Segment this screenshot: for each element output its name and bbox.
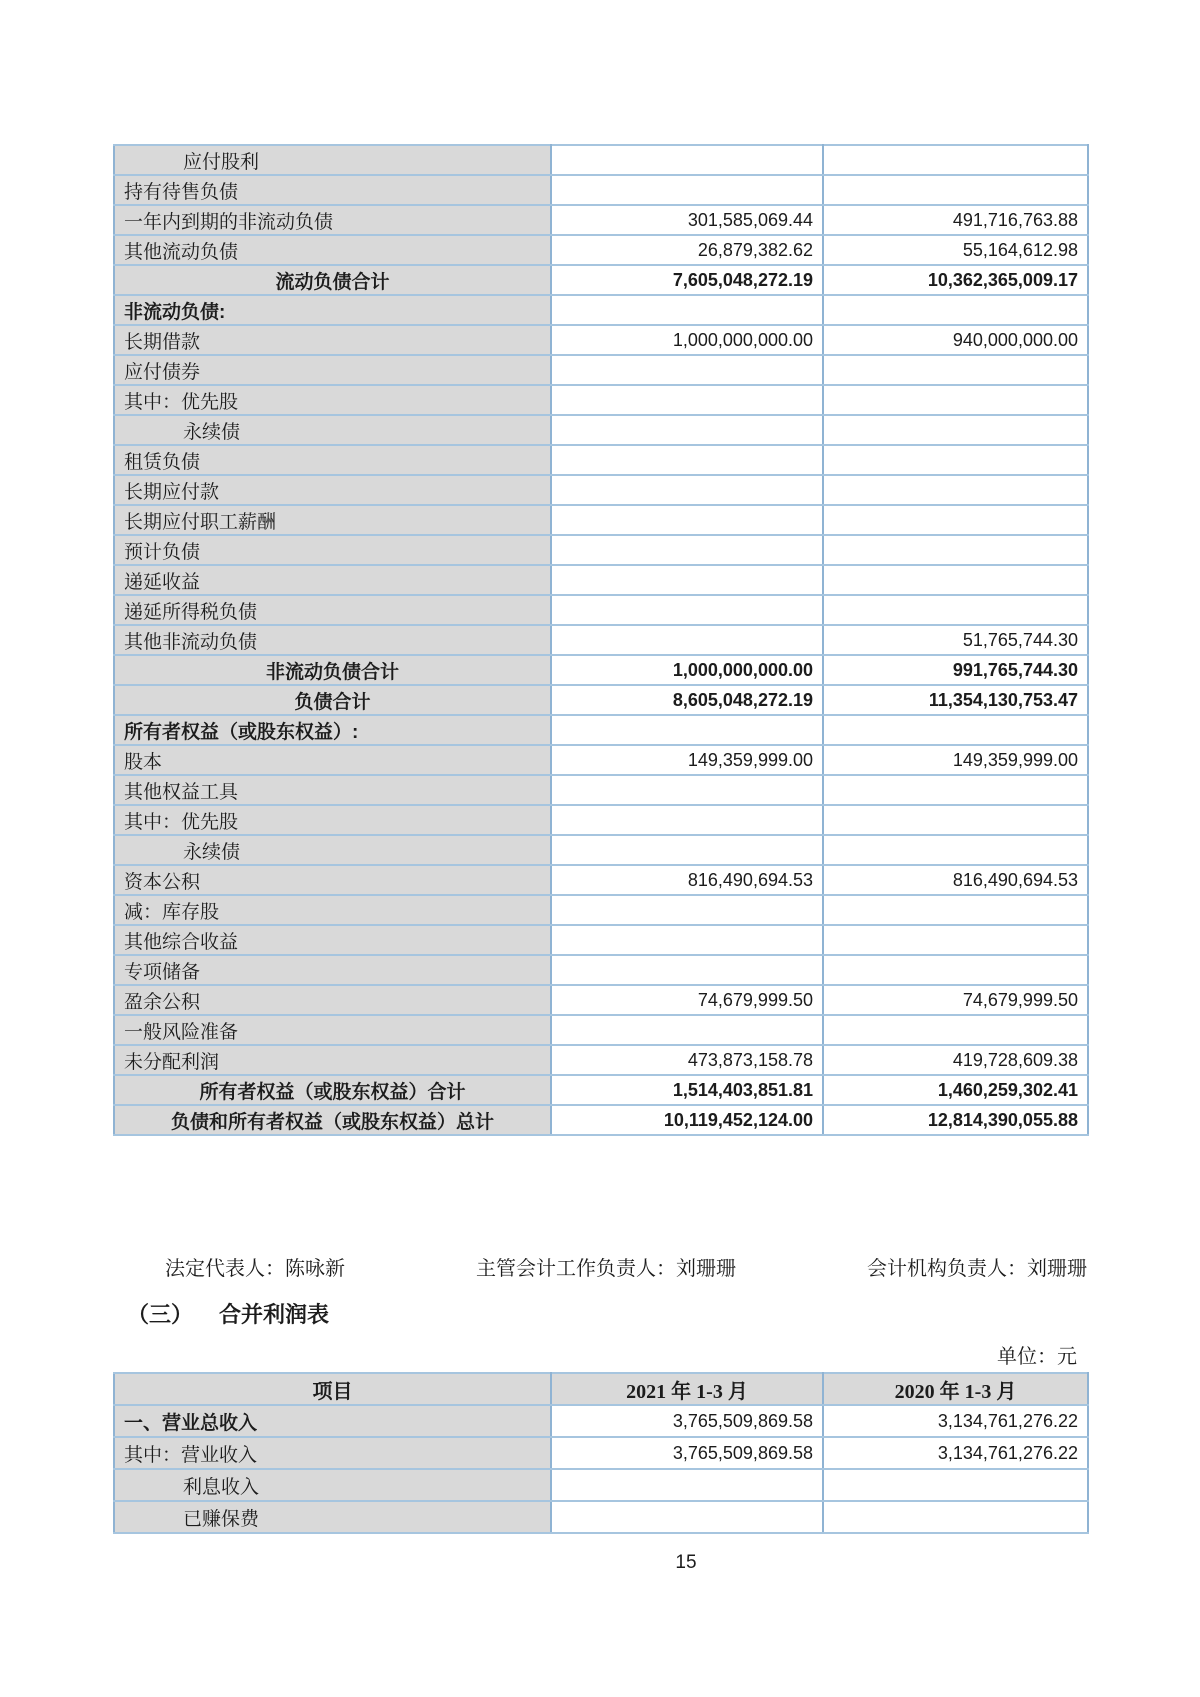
row-label: 长期应付款	[114, 475, 551, 505]
row-value	[551, 925, 823, 955]
table-row	[114, 1469, 1088, 1501]
row-value: 26,879,382.62	[551, 235, 823, 265]
row-value	[823, 445, 1088, 475]
balance-sheet-table	[113, 144, 1089, 1136]
row-value: 55,164,612.98	[823, 235, 1088, 265]
row-value	[551, 595, 823, 625]
table-row	[114, 1045, 1088, 1075]
row-value	[551, 625, 823, 655]
table-row	[114, 265, 1088, 295]
row-label: 资本公积	[114, 865, 551, 895]
table-row	[114, 745, 1088, 775]
column-header: 2021 年 1-3 月	[551, 1373, 823, 1405]
table-row	[114, 1405, 1088, 1437]
row-label: 其他权益工具	[114, 775, 551, 805]
page-number: 15	[675, 1552, 697, 1573]
row-value	[823, 535, 1088, 565]
signature-line	[113, 1252, 1087, 1281]
row-label: 盈余公积	[114, 985, 551, 1015]
row-label: 流动负债合计	[114, 265, 551, 295]
table-row	[114, 1501, 1088, 1533]
table-row	[114, 385, 1088, 415]
row-label: 其他流动负债	[114, 235, 551, 265]
unit-label: 单位：元	[997, 1346, 1077, 1368]
row-value: 1,460,259,302.41	[823, 1075, 1088, 1105]
table-row	[114, 535, 1088, 565]
table-row	[114, 715, 1088, 745]
table-row	[114, 955, 1088, 985]
table-row	[114, 895, 1088, 925]
row-value	[551, 145, 823, 175]
accounting-dept-head-label: 会计机构负责人：刘珊珊	[867, 1258, 1087, 1280]
table-row	[114, 1015, 1088, 1045]
section-heading	[127, 1298, 329, 1329]
row-value	[823, 505, 1088, 535]
row-label: 其中：优先股	[114, 385, 551, 415]
row-value	[551, 475, 823, 505]
row-value	[551, 955, 823, 985]
table-row	[114, 865, 1088, 895]
row-label: 递延收益	[114, 565, 551, 595]
row-value: 7,605,048,272.19	[551, 265, 823, 295]
row-label: 所有者权益（或股东权益）合计	[114, 1075, 551, 1105]
balance-sheet-body	[114, 145, 1088, 1135]
chief-accountant-label: 主管会计工作负责人：刘珊珊	[476, 1258, 736, 1280]
row-label: 已赚保费	[114, 1501, 551, 1533]
row-label: 租赁负债	[114, 445, 551, 475]
row-value	[823, 595, 1088, 625]
row-label: 预计负债	[114, 535, 551, 565]
section-index: （三）	[127, 1302, 194, 1327]
row-value: 301,585,069.44	[551, 205, 823, 235]
table-row	[114, 595, 1088, 625]
row-value	[823, 925, 1088, 955]
row-value	[823, 145, 1088, 175]
row-value: 10,362,365,009.17	[823, 265, 1088, 295]
column-header: 项目	[114, 1373, 551, 1405]
table-row	[114, 985, 1088, 1015]
row-value	[551, 835, 823, 865]
row-value	[551, 1015, 823, 1045]
row-value	[823, 1469, 1088, 1501]
row-label: 减：库存股	[114, 895, 551, 925]
row-value	[823, 715, 1088, 745]
row-label: 永续债	[114, 415, 551, 445]
row-value: 473,873,158.78	[551, 1045, 823, 1075]
row-value: 3,134,761,276.22	[823, 1437, 1088, 1469]
row-value	[551, 805, 823, 835]
table-row	[114, 235, 1088, 265]
row-value: 12,814,390,055.88	[823, 1105, 1088, 1135]
row-label: 一年内到期的非流动负债	[114, 205, 551, 235]
table-row	[114, 325, 1088, 355]
row-label: 负债和所有者权益（或股东权益）总计	[114, 1105, 551, 1135]
row-label: 股本	[114, 745, 551, 775]
row-value: 74,679,999.50	[823, 985, 1088, 1015]
table-row	[114, 205, 1088, 235]
row-label: 递延所得税负债	[114, 595, 551, 625]
row-value	[823, 955, 1088, 985]
row-label: 持有待售负债	[114, 175, 551, 205]
row-value	[823, 175, 1088, 205]
row-label: 其他综合收益	[114, 925, 551, 955]
row-value	[551, 565, 823, 595]
row-value: 816,490,694.53	[823, 865, 1088, 895]
income-statement-table	[113, 1372, 1089, 1534]
row-value	[823, 1015, 1088, 1045]
row-value	[823, 805, 1088, 835]
section-title: 合并利润表	[219, 1302, 330, 1327]
row-value: 11,354,130,753.47	[823, 685, 1088, 715]
row-label: 一般风险准备	[114, 1015, 551, 1045]
table-row	[114, 835, 1088, 865]
legal-representative-label: 法定代表人：陈咏新	[165, 1258, 345, 1280]
row-value	[551, 535, 823, 565]
row-label: 应付股利	[114, 145, 551, 175]
header-row	[114, 1373, 1088, 1405]
row-value: 1,514,403,851.81	[551, 1075, 823, 1105]
row-value: 149,359,999.00	[551, 745, 823, 775]
row-label: 长期借款	[114, 325, 551, 355]
row-value: 3,765,509,869.58	[551, 1405, 823, 1437]
row-value	[823, 295, 1088, 325]
row-value: 816,490,694.53	[551, 865, 823, 895]
row-value	[551, 175, 823, 205]
row-label: 一、营业总收入	[114, 1405, 551, 1437]
row-value	[551, 895, 823, 925]
row-value	[823, 385, 1088, 415]
table-row	[114, 145, 1088, 175]
row-value: 51,765,744.30	[823, 625, 1088, 655]
row-value: 74,679,999.50	[551, 985, 823, 1015]
table-row	[114, 445, 1088, 475]
table-row	[114, 1437, 1088, 1469]
row-value	[823, 895, 1088, 925]
table-row	[114, 1105, 1088, 1135]
row-value: 8,605,048,272.19	[551, 685, 823, 715]
row-value	[551, 1501, 823, 1533]
table-row	[114, 685, 1088, 715]
row-value	[823, 565, 1088, 595]
row-value: 419,728,609.38	[823, 1045, 1088, 1075]
table-row	[114, 1075, 1088, 1105]
row-value	[823, 475, 1088, 505]
row-value	[823, 775, 1088, 805]
row-value: 10,119,452,124.00	[551, 1105, 823, 1135]
row-value	[823, 415, 1088, 445]
row-value: 1,000,000,000.00	[551, 325, 823, 355]
row-value	[823, 355, 1088, 385]
table-row	[114, 775, 1088, 805]
row-value	[551, 355, 823, 385]
row-value: 1,000,000,000.00	[551, 655, 823, 685]
table-row	[114, 505, 1088, 535]
row-value	[551, 715, 823, 745]
income-statement-header	[114, 1373, 1088, 1405]
row-label: 其他非流动负债	[114, 625, 551, 655]
row-label: 永续债	[114, 835, 551, 865]
row-value	[551, 775, 823, 805]
row-label: 应付债券	[114, 355, 551, 385]
row-label: 未分配利润	[114, 1045, 551, 1075]
table-row	[114, 355, 1088, 385]
row-label: 长期应付职工薪酬	[114, 505, 551, 535]
table-row	[114, 295, 1088, 325]
table-row	[114, 655, 1088, 685]
table-row	[114, 565, 1088, 595]
row-label: 其中：营业收入	[114, 1437, 551, 1469]
row-value: 3,765,509,869.58	[551, 1437, 823, 1469]
row-value	[823, 1501, 1088, 1533]
row-label: 专项储备	[114, 955, 551, 985]
row-value	[551, 415, 823, 445]
row-value	[823, 835, 1088, 865]
row-value	[551, 295, 823, 325]
row-value: 991,765,744.30	[823, 655, 1088, 685]
row-value: 940,000,000.00	[823, 325, 1088, 355]
row-label: 所有者权益（或股东权益）:	[114, 715, 551, 745]
row-value	[551, 505, 823, 535]
row-label: 负债合计	[114, 685, 551, 715]
income-statement-body	[114, 1405, 1088, 1533]
column-header: 2020 年 1-3 月	[823, 1373, 1088, 1405]
row-value	[551, 385, 823, 415]
table-row	[114, 415, 1088, 445]
row-value	[551, 445, 823, 475]
table-row	[114, 805, 1088, 835]
table-row	[114, 175, 1088, 205]
table-row	[114, 475, 1088, 505]
row-value	[551, 1469, 823, 1501]
row-value: 491,716,763.88	[823, 205, 1088, 235]
row-value: 3,134,761,276.22	[823, 1405, 1088, 1437]
table-row	[114, 625, 1088, 655]
row-label: 非流动负债:	[114, 295, 551, 325]
row-value: 149,359,999.00	[823, 745, 1088, 775]
row-label: 利息收入	[114, 1469, 551, 1501]
table-row	[114, 925, 1088, 955]
row-label: 其中：优先股	[114, 805, 551, 835]
row-label: 非流动负债合计	[114, 655, 551, 685]
